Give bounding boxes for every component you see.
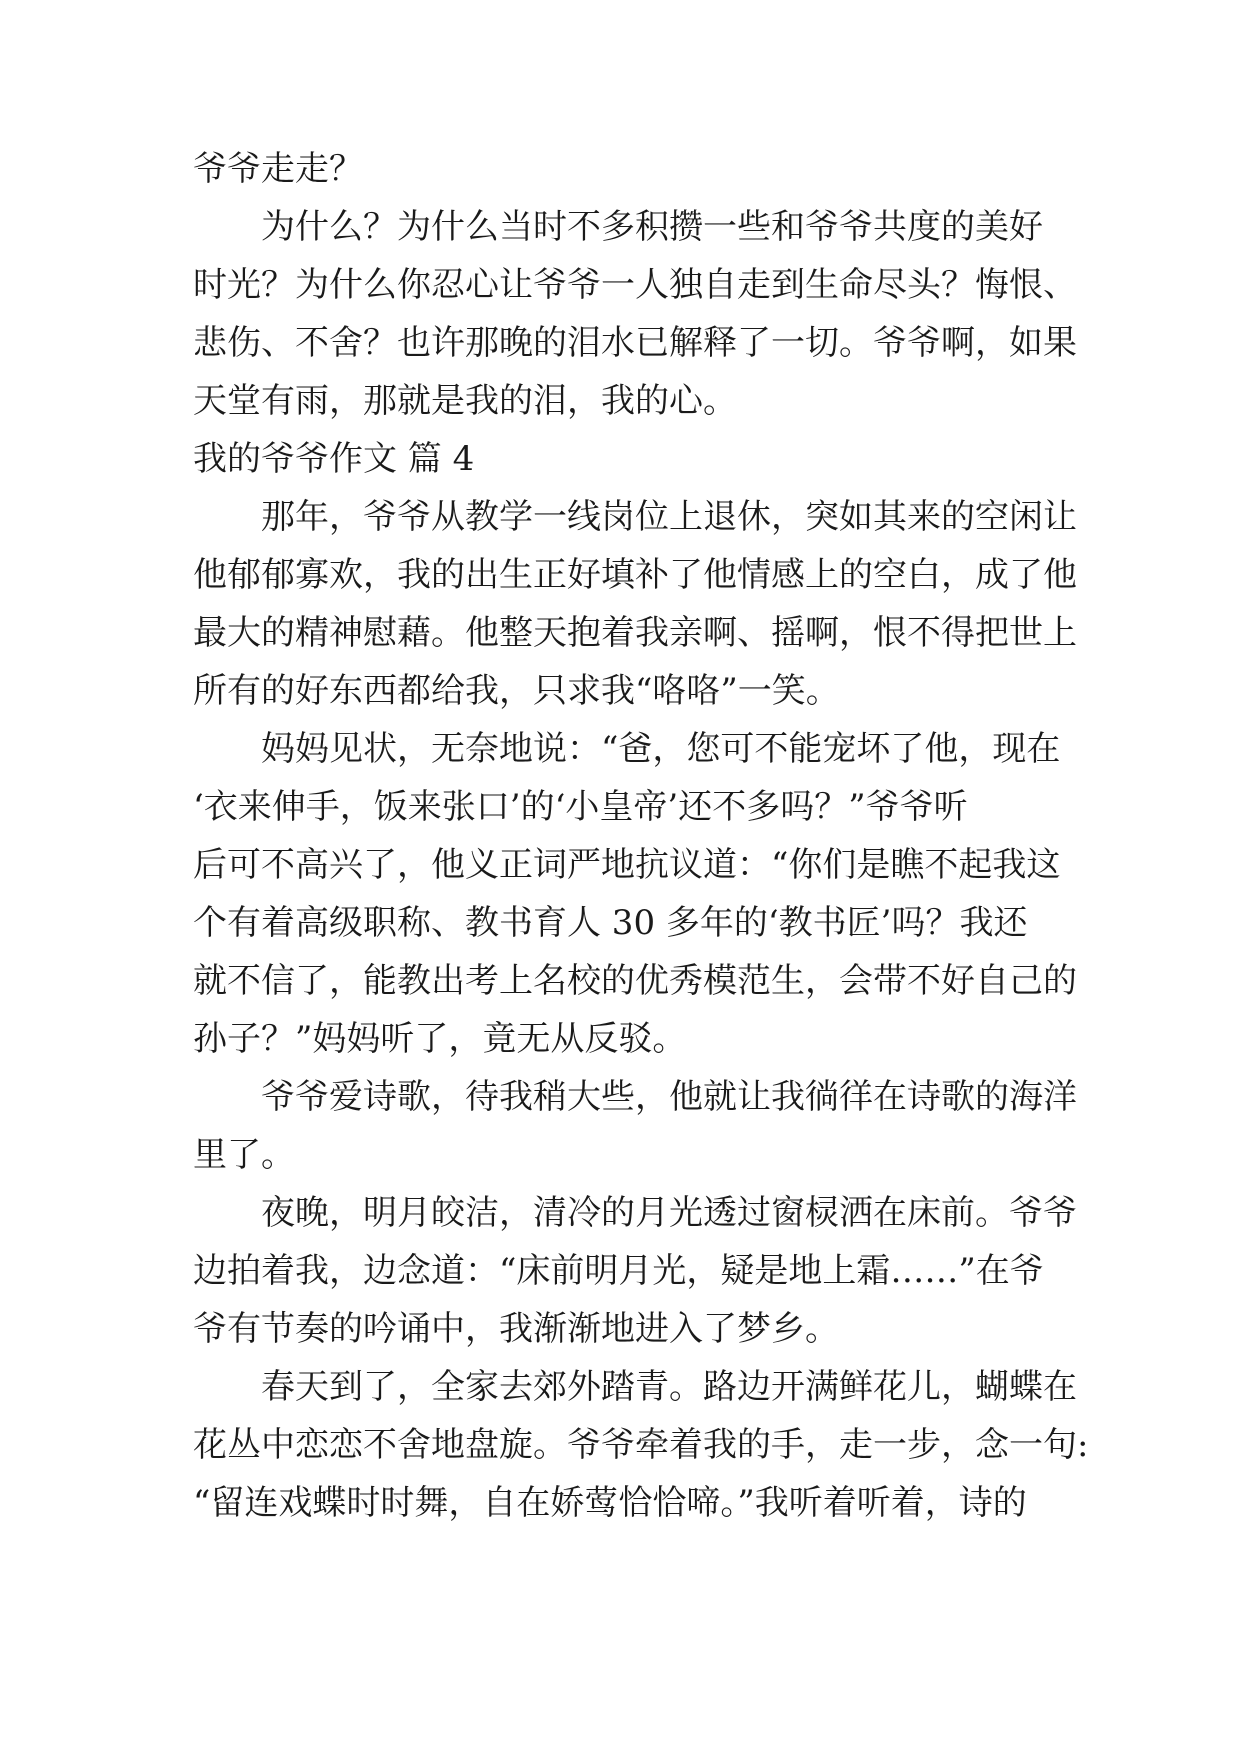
document-body	[193, 140, 1089, 1532]
text-line: 他郁郁寡欢，我的出生正好填补了他情感上的空白，成了他	[193, 555, 1077, 595]
text-line: 后可不高兴了，他义正词严地抗议道：“你们是瞧不起我这	[193, 845, 1061, 885]
text-line: 天堂有雨，那就是我的泪，我的心。	[193, 381, 737, 421]
text-line: ‘衣来伸手，饭来张口’的‘小皇帝’还不多吗？”爷爷听	[193, 787, 968, 827]
text-line: 爷爷走走？	[193, 149, 363, 189]
section-heading: 我的爷爷作文 篇 4	[193, 439, 475, 479]
text-line: 那年，爷爷从教学一线岗位上退休，突如其来的空闲让	[261, 497, 1077, 537]
text-line: 悲伤、不舍？也许那晚的泪水已解释了一切。爷爷啊，如果	[193, 323, 1077, 363]
previous-essay-section	[193, 140, 1077, 430]
text-line: 爷有节奏的吟诵中，我渐渐地进入了梦乡。	[193, 1309, 839, 1349]
text-line: 时光？为什么你忍心让爷爷一人独自走到生命尽头？悔恨、	[193, 265, 1077, 305]
text-line: 妈妈见状，无奈地说：“爸，您可不能宠坏了他，现在	[261, 729, 1061, 769]
text-line: 夜晚，明月皎洁，清冷的月光透过窗棂洒在床前。爷爷	[261, 1193, 1077, 1233]
text-line: 爷爷爱诗歌，待我稍大些，他就让我徜徉在诗歌的海洋	[261, 1077, 1077, 1117]
text-line: 为什么？为什么当时不多积攒一些和爷爷共度的美好	[261, 207, 1043, 247]
text-line: 里了。	[193, 1135, 295, 1175]
text-line: 所有的好东西都给我，只求我“咯咯”一笑。	[193, 671, 840, 711]
text-line: 个有着高级职称、教书育人 30 多年的‘教书匠’吗？我还	[193, 903, 1028, 943]
essay-4-section	[193, 488, 1089, 1532]
text-line: 花丛中恋恋不舍地盘旋。爷爷牵着我的手，走一步，念一句:	[193, 1425, 1089, 1465]
text-line: 边拍着我，边念道：“床前明月光，疑是地上霜……”在爷	[193, 1251, 1044, 1291]
text-line: 春天到了，全家去郊外踏青。路边开满鲜花儿，蝴蝶在	[261, 1367, 1077, 1407]
text-line: “留连戏蝶时时舞，自在娇莺恰恰啼。”我听着听着，诗的	[193, 1483, 1027, 1523]
text-line: 就不信了，能教出考上名校的优秀模范生，会带不好自己的	[193, 961, 1077, 1001]
text-line: 最大的精神慰藉。他整天抱着我亲啊、摇啊，恨不得把世上	[193, 613, 1077, 653]
text-line: 孙子？”妈妈听了，竟无从反驳。	[193, 1019, 687, 1059]
